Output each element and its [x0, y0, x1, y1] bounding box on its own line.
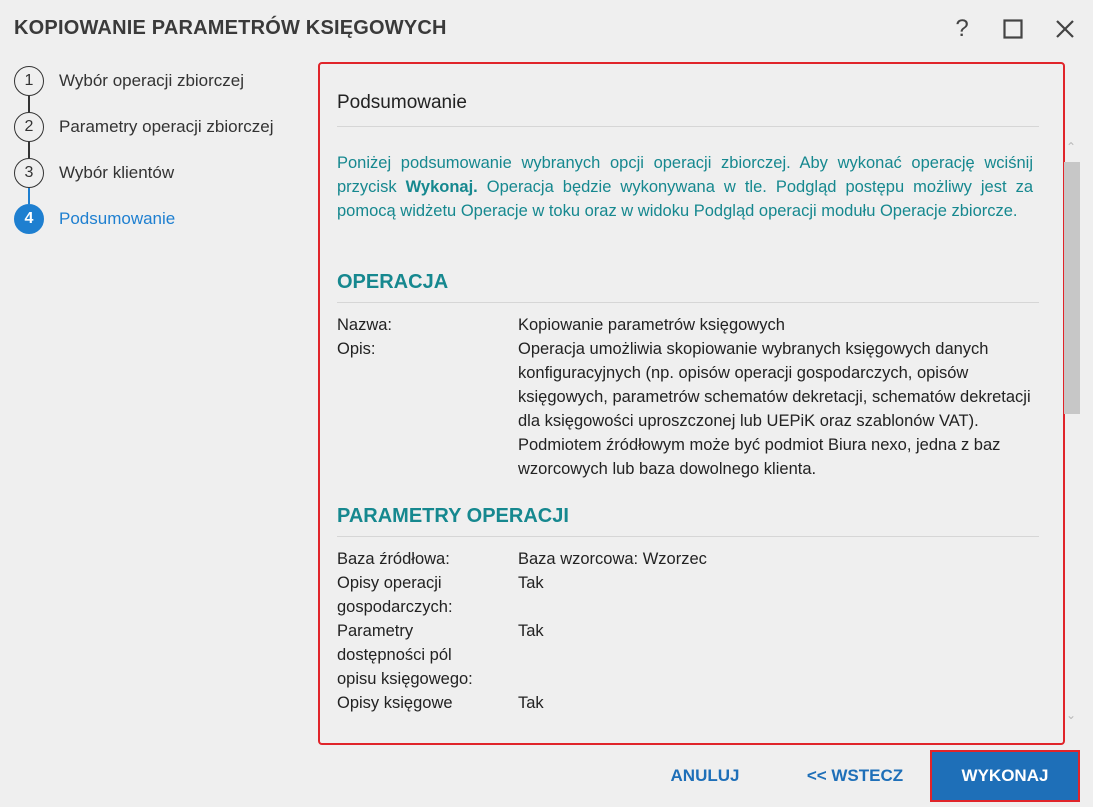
row-value: Baza wzorcowa: Wzorzec	[518, 550, 707, 568]
step-connector	[28, 142, 30, 158]
parameter-rows	[337, 547, 1039, 715]
step-number: 3	[14, 158, 44, 188]
summary-content	[337, 64, 1039, 715]
step-label: Parametry operacji zbiorczej	[59, 117, 274, 136]
operation-section-heading: OPERACJA	[337, 271, 1039, 303]
scroll-down-icon[interactable]: ⌄	[1065, 708, 1077, 722]
summary-panel	[318, 62, 1065, 745]
row-label: Opisy księgowe	[337, 694, 453, 712]
intro-text-continued: Operacja będzie wykonywana w tle. Podgląd postępu możliwy jest za pomocą widżetu Operacje w toku oraz w widoku Podgląd operacji modułu Operacje zbiorcze.	[337, 178, 1034, 220]
step-number: 2	[14, 112, 44, 142]
intro-text: Poniżej podsumowanie wybranych opcji operacji zbiorczej. Aby wykonać operację wciśnij przycisk	[337, 154, 1033, 196]
wizard-steps	[14, 58, 304, 242]
execute-button[interactable]: WYKONAJ	[930, 750, 1080, 802]
row-label: Baza źródłowa:	[337, 550, 450, 568]
operation-description-row	[337, 337, 1039, 481]
back-button[interactable]: << WSTECZ	[806, 766, 904, 785]
row-label: Nazwa:	[337, 316, 393, 334]
step-label: Podsumowanie	[59, 209, 176, 228]
step-label: Wybór klientów	[59, 163, 175, 182]
close-button[interactable]	[1048, 12, 1082, 46]
intro-bold-text: Wykonaj.	[405, 178, 478, 196]
row-label: Opis:	[337, 340, 376, 358]
title-bar	[0, 0, 1093, 56]
maximize-icon	[1003, 19, 1023, 39]
scroll-up-icon[interactable]: ⌃	[1065, 140, 1077, 154]
step-connector	[28, 96, 30, 112]
parameter-row	[337, 619, 1039, 691]
row-value: Kopiowanie parametrów księgowych	[518, 316, 785, 334]
step-4[interactable]	[14, 196, 304, 242]
maximize-button[interactable]	[996, 12, 1030, 46]
operation-name-row	[337, 313, 1039, 337]
parameter-row	[337, 547, 1039, 571]
summary-title: Podsumowanie	[337, 92, 1039, 127]
row-label: Parametry dostępności pól opisu księgowego:	[337, 622, 473, 688]
cancel-button[interactable]: ANULUJ	[670, 766, 740, 785]
dialog-title: KOPIOWANIE PARAMETRÓW KSIĘGOWYCH	[14, 17, 447, 39]
help-icon: ?	[955, 15, 969, 42]
step-number: 1	[14, 66, 44, 96]
step-3[interactable]	[14, 150, 304, 196]
summary-intro	[337, 151, 1033, 223]
help-button[interactable]	[945, 12, 979, 46]
step-number: 4	[14, 204, 44, 234]
row-value: Tak	[518, 622, 544, 640]
parameter-row	[337, 571, 1039, 619]
row-value: Tak	[518, 574, 544, 592]
step-1[interactable]	[14, 58, 304, 104]
parameter-row	[337, 691, 1039, 715]
step-connector	[28, 188, 30, 204]
vertical-scrollbar[interactable]	[1062, 140, 1080, 730]
operation-rows	[337, 313, 1039, 481]
parameters-section-heading: PARAMETRY OPERACJI	[337, 505, 1039, 537]
row-value: Operacja umożliwia skopiowanie wybranych księgowych danych konfiguracyjnych (np. opisów operacji gospodarczych, opisów księgowych, parametrów schematów dekretacji, schematów dekretacji dla księgowości uproszczonej lub UEPiK oraz szablonów VAT). Podmiotem źródłowym może być podmiot Biura nexo, jedna z baz wzorcowych lub baza dowolnego klienta.	[518, 340, 1031, 478]
scrollbar-thumb[interactable]	[1064, 162, 1080, 414]
row-label: Opisy operacji gospodarczych:	[337, 574, 453, 616]
close-icon	[1055, 19, 1075, 39]
row-value: Tak	[518, 694, 544, 712]
step-label: Wybór operacji zbiorczej	[59, 71, 245, 90]
step-2[interactable]	[14, 104, 304, 150]
